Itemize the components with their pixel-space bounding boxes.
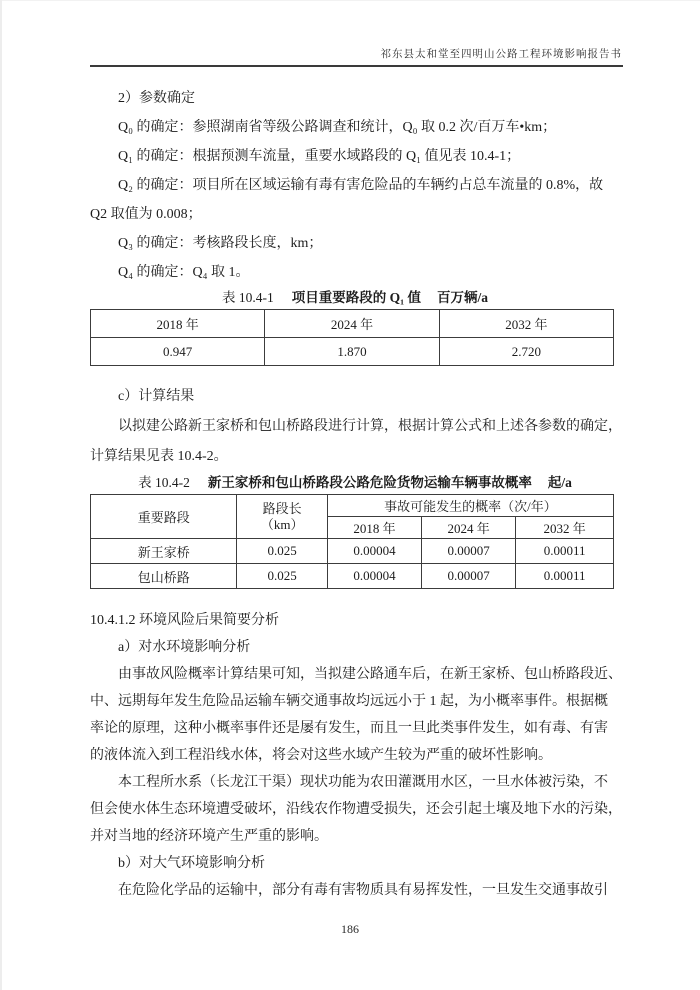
- table-row: [91, 539, 614, 564]
- paragraph-line: Q₂ 的确定：项目所在区域运输有毒有害危险品的车辆约占总车流量的 0.8%，故: [118, 178, 604, 193]
- paragraph-line: 由事故风险概率计算结果可知，当拟建公路通车后，在新王家桥、包山桥路段近、: [118, 667, 622, 682]
- table-caption-unit: 百万辆/a: [437, 290, 489, 305]
- table-header-cell-year: 2032 年: [516, 517, 614, 539]
- table-caption-number: 表 10.4-2: [138, 475, 190, 490]
- table-cell-road-name: 包山桥路: [91, 564, 237, 589]
- section-risk-consequence: [90, 607, 620, 904]
- paragraph-line: 在危险化学品的运输中，部分有毒有害物质具有易挥发性，一旦发生交通事故引: [118, 883, 608, 898]
- table-header-row: [91, 495, 614, 517]
- table-10-4-2-caption: [90, 472, 620, 494]
- table-caption-number: 表 10.4-1: [221, 290, 274, 305]
- table-10-4-1: [90, 309, 614, 366]
- table-cell-prob: 0.00004: [327, 539, 421, 564]
- page-header-title: 祁东县太和堂至四明山公路工程环境影响报告书: [380, 49, 622, 60]
- paragraph-line: Q₀ 的确定：参照湖南省等级公路调查和统计，Q₀ 取 0.2 次/百万车•km；: [118, 120, 557, 135]
- paragraph-line: Q₄ 的确定：Q₄ 取 1。: [118, 265, 250, 280]
- table-cell-prob: 0.00004: [327, 564, 421, 589]
- paragraph-line: 2）参数确定: [118, 91, 195, 106]
- table-cell: 2.720: [439, 338, 613, 366]
- table-header-cell-year: 2024 年: [422, 517, 516, 539]
- paragraph-line: 的液体流入到工程沿线水体，将会对这些水域产生较为严重的破坏性影响。: [90, 748, 552, 763]
- paragraph-line: 但会使水体生态环境遭受破坏，沿线农作物遭受损失，还会引起土壤及地下水的污染，: [90, 802, 622, 817]
- table-header-row: [91, 310, 614, 338]
- table-row: [91, 338, 614, 366]
- table-caption-title: 新王家桥和包山桥路段公路危险货物运输车辆事故概率: [207, 475, 532, 490]
- paragraph-line: Q2 取值为 0.008；: [90, 207, 202, 222]
- table-cell-length: 0.025: [237, 564, 327, 589]
- length-header-line2: （km）: [260, 516, 304, 532]
- table-cell-prob: 0.00011: [516, 539, 614, 564]
- page-number: 186: [341, 922, 359, 936]
- table-10-4-2: [90, 494, 614, 589]
- paragraph-line: Q₃ 的确定：考核路段长度，km；: [118, 236, 323, 251]
- paragraph-line: c）计算结果: [118, 389, 195, 404]
- table-cell-length: 0.025: [237, 539, 327, 564]
- table-caption-unit: 起/a: [547, 475, 572, 490]
- document-body: [90, 84, 620, 904]
- table-row: [91, 564, 614, 589]
- table-caption-title: 项目重要路段的 Q₁ 值: [291, 290, 422, 305]
- table-cell-prob: 0.00007: [422, 539, 516, 564]
- table-cell-prob: 0.00007: [422, 564, 516, 589]
- paragraph-line: 中、远期每年发生危险品运输车辆交通事故均远远小于 1 起，为小概率事件。根据概: [90, 694, 608, 709]
- table-cell: 0.947: [91, 338, 265, 366]
- table-cell: 1.870: [265, 338, 439, 366]
- paragraph-line: 并对当地的经济环境产生严重的影响。: [90, 829, 328, 844]
- table-cell-prob: 0.00011: [516, 564, 614, 589]
- length-header-line1: 路段长: [262, 500, 302, 516]
- section-calc-results: [90, 382, 620, 472]
- paragraph-line: a）对水环境影响分析: [118, 640, 251, 655]
- paragraph-line: 率论的原理，这种小概率事件还是屡有发生，而且一旦此类事件发生，如有毒、有害: [90, 721, 608, 736]
- table-10-4-1-caption: [90, 287, 620, 309]
- table-header-group-probability: 事故可能发生的概率（次/年）: [327, 495, 613, 517]
- paragraph-line: 本工程所水系（长龙江干渠）现状功能为农田灌溉用水区，一旦水体被污染，不: [118, 775, 608, 790]
- paragraph-line: 以拟建公路新王家桥和包山桥路段进行计算，根据计算公式和上述各参数的确定，: [118, 419, 622, 434]
- table-header-cell: 2032 年: [439, 310, 613, 338]
- table-header-cell: 2024 年: [265, 310, 439, 338]
- table-header-cell-length: [237, 495, 327, 539]
- table-header-cell-year: 2018 年: [327, 517, 421, 539]
- header-rule: [90, 65, 623, 67]
- section-heading: 10.4.1.2 环境风险后果简要分析: [90, 613, 279, 628]
- table-header-cell-road: 重要路段: [91, 495, 237, 539]
- table-header-cell: 2018 年: [91, 310, 265, 338]
- paragraph-line: Q₁ 的确定：根据预测车流量，重要水域路段的 Q₁ 值见表 10.4-1；: [118, 149, 521, 164]
- paragraph-line: 计算结果见表 10.4-2。: [90, 449, 228, 464]
- section-parameters: [90, 84, 620, 287]
- table-cell-road-name: 新王家桥: [91, 539, 237, 564]
- paragraph-line: b）对大气环境影响分析: [118, 856, 265, 871]
